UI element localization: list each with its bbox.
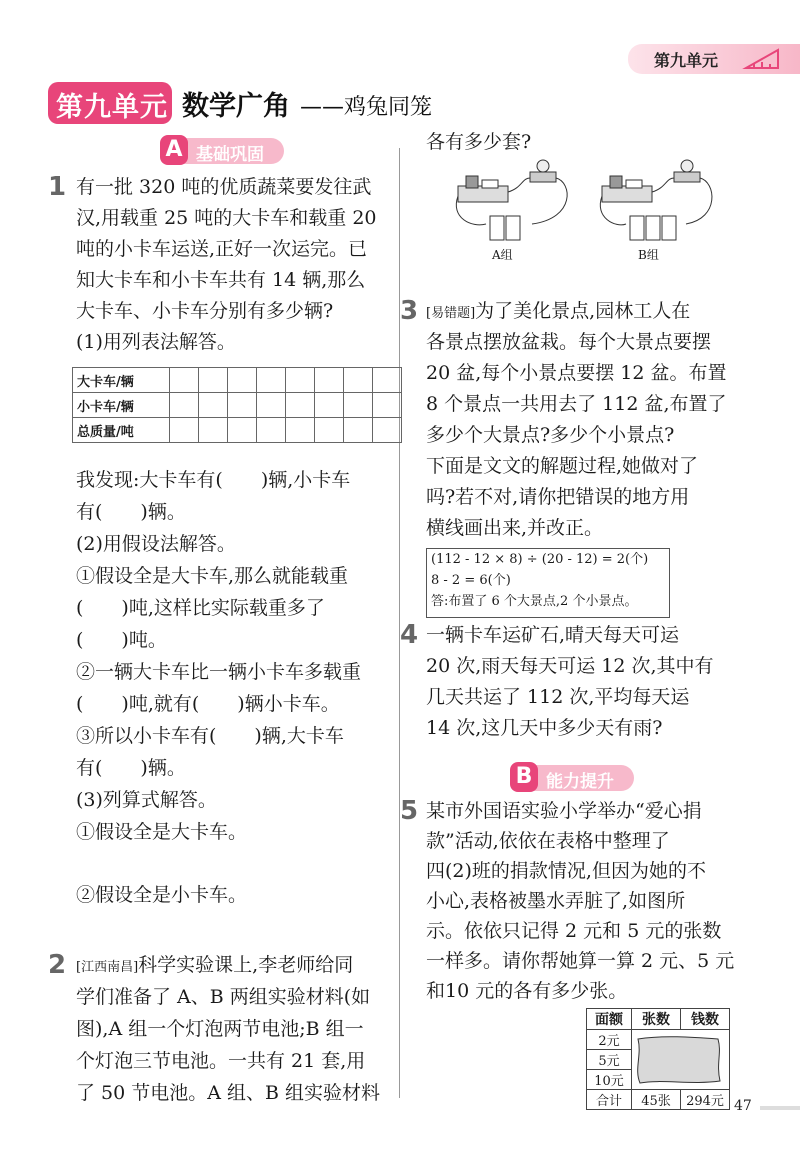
q2-line: 学们准备了 A、B 两组实验材料(如 — [76, 986, 371, 1008]
q1-line: (2)用假设法解答。 — [76, 533, 236, 555]
col-header: 张数 — [632, 1009, 681, 1030]
q3-line: 多少个大景点?多少个小景点? — [426, 424, 675, 446]
answer-cell[interactable] — [170, 393, 199, 418]
answer-cell[interactable] — [257, 418, 286, 443]
answer-cell[interactable] — [286, 393, 315, 418]
q5-line: 四(2)班的捐款情况,但因为她的不 — [426, 860, 706, 882]
col-header: 面额 — [587, 1009, 632, 1030]
answer-cell[interactable] — [315, 418, 344, 443]
q2-first-line — [76, 950, 353, 983]
page-bar — [760, 1106, 800, 1110]
page-title: 数学广角 — [182, 91, 290, 122]
answer-cell[interactable] — [344, 368, 373, 393]
q1-line: 汉,用载重 25 吨的大卡车和载重 20 — [76, 207, 377, 229]
answer-cell[interactable] — [170, 368, 199, 393]
q1-line: (3)列算式解答。 — [76, 789, 217, 811]
q1-table — [72, 367, 402, 443]
q5-number: 5 — [400, 796, 419, 826]
q1-line: ②一辆大卡车比一辆小卡车多载重 — [76, 661, 362, 683]
q1-line: 吨的小卡车运送,正好一次运完。已 — [76, 238, 368, 260]
answer-cell[interactable] — [286, 418, 315, 443]
answer-cell[interactable] — [199, 368, 228, 393]
answer-cell[interactable] — [344, 418, 373, 443]
q1-line: ①假设全是大卡车。 — [76, 821, 248, 843]
q4-line: 20 次,雨天每天可运 12 次,其中有 — [426, 655, 714, 677]
unit-tab-label: 第九单元 — [654, 51, 719, 70]
q1-line: ②假设全是小卡车。 — [76, 884, 248, 906]
row-header: 10元 — [587, 1070, 632, 1090]
q2-continued: 各有多少套? — [426, 131, 532, 153]
total-money: 294元 — [681, 1090, 730, 1110]
q1-line: ( )吨,这样比实际载重多了 — [76, 597, 325, 619]
q4-number: 4 — [400, 620, 419, 650]
q5-line: 款”活动,依依在表格中整理了 — [426, 830, 670, 852]
row-header: 合计 — [587, 1090, 632, 1110]
q5-line: 示。依依只记得 2 元和 5 元的张数 — [426, 920, 722, 942]
table-row — [73, 368, 402, 393]
q3-first-text: 为了美化景点,园林工人在 — [475, 300, 691, 322]
q4-line: 几天共运了 112 次,平均每天运 — [426, 686, 690, 708]
answer-cell[interactable] — [228, 393, 257, 418]
row-header: 小卡车/辆 — [73, 393, 170, 418]
answer-cell[interactable] — [315, 368, 344, 393]
section-a-label — [160, 138, 284, 164]
answer-cell[interactable] — [344, 393, 373, 418]
ink-blot-area — [632, 1030, 730, 1090]
q1-line: ③所以小卡车有( )辆,大卡车 — [76, 725, 344, 747]
q2-line: 个灯泡三节电池。一共有 21 套,用 — [76, 1050, 366, 1072]
donation-table — [586, 1008, 730, 1110]
answer-cell[interactable] — [257, 368, 286, 393]
q2-tag: [江西南昌] — [76, 960, 139, 975]
answer-cell[interactable] — [228, 368, 257, 393]
q3-solution-box — [426, 548, 670, 618]
row-header: 大卡车/辆 — [73, 368, 170, 393]
section-b-text: 能力提升 — [546, 772, 614, 792]
section-a-letter: A — [160, 135, 188, 165]
table-row — [73, 418, 402, 443]
section-a-text: 基础巩固 — [196, 145, 264, 165]
q3-line: 吗?若不对,请你把错误的地方用 — [426, 486, 690, 508]
answer-cell[interactable] — [373, 393, 402, 418]
solution-line: 8 - 2 = 6(个) — [431, 573, 511, 588]
q1-line: 知大卡车和小卡车共有 14 辆,那么 — [76, 269, 366, 291]
answer-cell[interactable] — [286, 368, 315, 393]
answer-cell[interactable] — [373, 418, 402, 443]
q2-first-text: 科学实验课上,李老师给同 — [138, 954, 354, 976]
table-row — [587, 1030, 730, 1050]
unit-badge-label: 第九单元 — [56, 92, 168, 123]
q4-line: 14 次,这几天中多少天有雨? — [426, 717, 663, 739]
q1-number: 1 — [48, 172, 67, 202]
answer-cell[interactable] — [170, 418, 199, 443]
table-row — [587, 1009, 730, 1030]
answer-cell[interactable] — [315, 393, 344, 418]
row-header: 5元 — [587, 1050, 632, 1070]
q1-line: 有( )辆。 — [76, 757, 186, 779]
answer-cell[interactable] — [199, 393, 228, 418]
q1-line: ( )吨,就有( )辆小卡车。 — [76, 693, 340, 715]
q1-line: ①假设全是大卡车,那么就能载重 — [76, 565, 349, 587]
q2-line: 图),A 组一个灯泡两节电池;B 组一 — [76, 1018, 364, 1040]
q3-first-line — [426, 296, 690, 329]
page-number: 47 — [734, 1098, 752, 1114]
col-header: 钱数 — [681, 1009, 730, 1030]
solution-line: 答:布置了 6 个大景点,2 个小景点。 — [431, 594, 638, 609]
unit-tab — [628, 44, 800, 74]
q1-line: 我发现:大卡车有( )辆,小卡车 — [76, 469, 351, 491]
table-row — [73, 393, 402, 418]
q1-line: 有一批 320 吨的优质蔬菜要发往武 — [76, 176, 372, 198]
q3-line: 20 盆,每个小景点要摆 12 盆。布置 — [426, 362, 727, 384]
q2-line: 了 50 节电池。A 组、B 组实验材料 — [76, 1082, 381, 1104]
q2-number: 2 — [48, 950, 67, 980]
table-row — [587, 1090, 730, 1110]
q4-line: 一辆卡车运矿石,晴天每天可运 — [426, 624, 680, 646]
solution-line: (112 - 12 × 8) ÷ (20 - 12) = 2(个) — [431, 552, 649, 567]
answer-cell[interactable] — [228, 418, 257, 443]
ruler-icon — [742, 46, 782, 72]
q5-line: 和10 元的各有多少张。 — [426, 980, 628, 1002]
q1-line: (1)用列表法解答。 — [76, 331, 236, 353]
q1-line: 有( )辆。 — [76, 501, 186, 523]
answer-cell[interactable] — [199, 418, 228, 443]
unit-badge — [48, 82, 172, 124]
group-b-label: B组 — [638, 248, 659, 262]
section-b-label — [510, 765, 634, 791]
row-header: 总质量/吨 — [73, 418, 170, 443]
q1-line: ( )吨。 — [76, 629, 167, 651]
q3-line: 下面是文文的解题过程,她做对了 — [426, 455, 699, 477]
q3-line: 横线画出来,并改正。 — [426, 517, 604, 539]
page-subtitle: ——鸡兔同笼 — [300, 95, 433, 120]
q5-line: 小心,表格被墨水弄脏了,如图所 — [426, 890, 686, 912]
q3-line: 各景点摆放盆栽。每个大景点要摆 — [426, 331, 712, 353]
q3-line: 8 个景点一共用去了 112 盆,布置了 — [426, 393, 727, 415]
total-count: 45张 — [632, 1090, 681, 1110]
answer-cell[interactable] — [373, 368, 402, 393]
q3-tag: [易错题] — [426, 306, 476, 321]
section-b-letter: B — [510, 762, 538, 792]
ink-blot — [632, 1033, 724, 1087]
q3-number: 3 — [400, 296, 419, 326]
q5-line: 一样多。请你帮她算一算 2 元、5 元 — [426, 950, 735, 972]
circuit-a-illustration — [452, 158, 592, 258]
group-a-label: A组 — [492, 248, 513, 262]
q1-line: 大卡车、小卡车分别有多少辆? — [76, 300, 334, 322]
row-header: 2元 — [587, 1030, 632, 1050]
circuit-b-illustration — [596, 158, 736, 258]
q5-line: 某市外国语实验小学举办“爱心捐 — [426, 800, 702, 822]
answer-cell[interactable] — [257, 393, 286, 418]
